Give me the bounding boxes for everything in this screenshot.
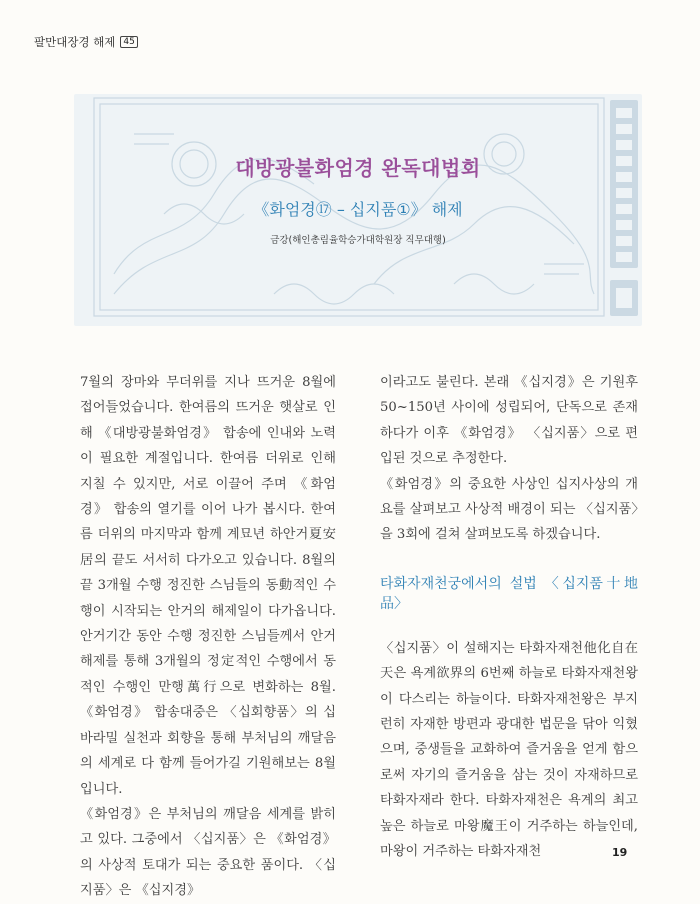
running-header-title: 팔만대장경 해제	[34, 35, 116, 49]
issue-badge: 45	[120, 36, 137, 48]
article-banner	[74, 94, 642, 326]
body-column-left	[80, 370, 336, 904]
page-number: 19	[612, 846, 628, 859]
body-paragraph: 《화엄경》의 중요한 사상인 십지사상의 개요를 살펴보고 사상적 배경이 되는 〈십지품〉을 3회에 걸쳐 살펴보도록 하겠습니다.	[380, 476, 638, 543]
article-subtitle: 《화엄경⑰ – 십지품①》 해제	[253, 200, 463, 219]
section-heading: 타화자재천궁에서의 설법 〈십지품十地品〉	[380, 575, 638, 612]
body-column-right	[380, 370, 638, 865]
running-header	[34, 34, 138, 50]
body-paragraph: 이라고도 불린다. 본래 《십지경》은 기원후 50~150년 사이에 성립되어, 단독으로 존재하다가 이후 《화엄경》 〈십지품〉으로 편입된 것으로 추정한다.	[380, 375, 638, 467]
body-paragraph: 《화엄경》은 부처님의 깨달음 세계를 밝히고 있다. 그중에서 〈십지품〉은 《화엄경》의 사상적 토대가 되는 중요한 품이다. 〈십지품〉은 《십지경》	[80, 806, 336, 899]
body-paragraph: 〈십지품〉이 설해지는 타화자재천他化自在天은 욕계欲界의 6번째 하늘로 타화자재천왕이 다스리는 하늘이다. 타화자재천왕은 부지런히 자재한 방편과 광대한 법문을 닦아 익혔으며, 중생들을 교화하여 즐거움을 얻게 함으로써 자기의 즐거움을 삼는 것이 자재하므로 타화자재라 한다. 타화자재천은 욕계의 최고 높은 하늘로 마왕魔王이 거주하는 하늘인데, 마왕이 거주하는 타화자재천	[380, 640, 638, 860]
article-title: 대방광불화엄경 완독대법회	[235, 156, 481, 180]
body-paragraph: 7월의 장마와 무더위를 지나 뜨거운 8월에 접어들었습니다. 한여름의 뜨거운 햇살로 인해 《대방광불화엄경》 합송에 인내와 노력이 필요한 계절입니다. 한여름 더위로 인해 지칠 수 있지만, 서로 이끌어 주며 《화엄경》 합송의 열기를 이어 나가 봅시다. 한여름 더위의 마지막과 함께 계묘년 하안거夏安居의 끝도 서서히 다가오고 있습니다. 8월의 끝 3개월 수행 정진한 스님들의 동動적인 수행이 시작되는 안거의 해제일이 다가옵니다. 안거기간 동안 수행 정진한 스님들께서 안거 해제를 통해 3개월의 정定적인 수행에서 동적인 수행인 만행萬行으로 변화하는 8월. 《화엄경》 합송대중은 〈십회향품〉의 십바라밀 실천과 회향을 통해 부처님의 깨달음의 세계로 다 함께 들어가길 기원해보는 8월입니다.	[80, 375, 336, 797]
article-author: 금강(해인총림율학승가대학원장 직무대행)	[270, 235, 446, 246]
